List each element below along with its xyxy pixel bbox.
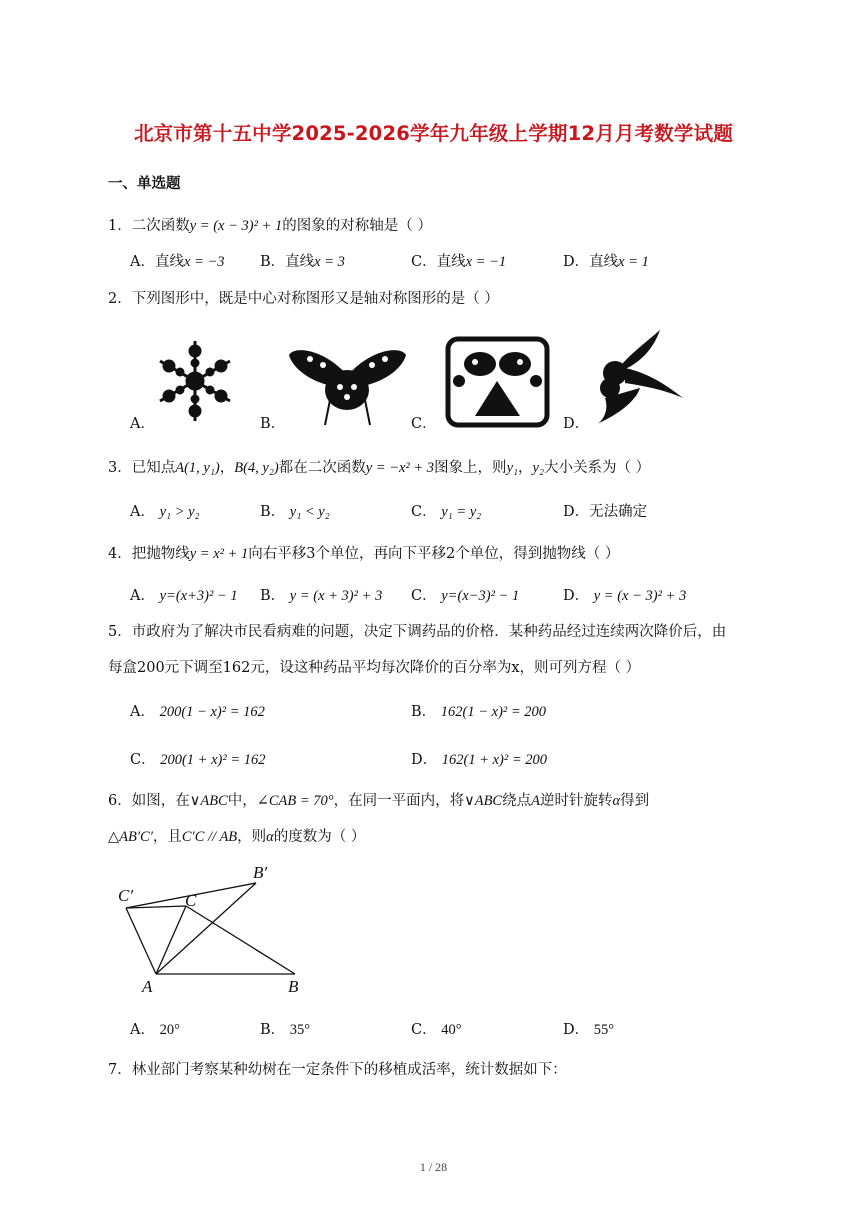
question-text: 下列图形中，既是中心对称图形又是轴对称图形的是（ ） <box>131 291 499 307</box>
question-4: 4．把抛物线y = x² + 1向右平移3个单位，再向下平移2个单位，得到抛物线（ ） <box>108 546 620 562</box>
page-number: 1 / 28 <box>419 1160 448 1174</box>
option-d: D． y = (x − 3)² + 3 <box>563 588 687 604</box>
option-b: B．直线x = 3 <box>260 254 345 270</box>
question-6-line2: △AB′C′，且C′C // AB，则α的度数为（ ） <box>108 829 366 845</box>
butterfly-papercut-icon <box>285 345 410 427</box>
page-title: 北京市第十五中学2025-2026学年九年级上学期12月月考数学试题 <box>133 122 734 145</box>
question-2 <box>108 287 499 308</box>
option-c: C． 200(1 + x)² = 162 <box>130 752 266 768</box>
question-1 <box>108 214 432 235</box>
option-a: A． 20° <box>130 1022 180 1038</box>
label-b: B <box>288 977 299 996</box>
question-7: 7．林业部门考察某种幼树在一定条件下的移植成活率，统计数据如下： <box>108 1062 567 1078</box>
question-number: 1． <box>108 218 132 234</box>
label-b-prime: B′ <box>253 863 268 882</box>
label-a: A <box>142 977 153 996</box>
swallow-papercut-icon <box>595 328 685 426</box>
option-a: A． y₁ > y₂ <box>130 504 200 520</box>
option-a: A． 200(1 − x)² = 162 <box>130 704 265 720</box>
snowflake-papercut-icon <box>155 338 235 428</box>
question-5: 5．市政府为了解决市民看病难的问题，决定下调药品的价格．某种药品经过连续两次降价后，由 <box>108 624 727 640</box>
label-c-prime: C′ <box>118 886 134 905</box>
option-a-label: A． <box>130 416 155 432</box>
option-c-label: C． <box>411 416 437 432</box>
option-d-label: D． <box>563 416 590 432</box>
question-number: 2． <box>108 291 132 307</box>
question-text: 二次函数 <box>131 218 190 234</box>
section-heading: 一、单选题 <box>108 176 181 192</box>
option-b: B． y₁ < y₂ <box>260 504 330 520</box>
option-d: D． 55° <box>563 1022 615 1038</box>
question-6: 6．如图，在∨ABC中，∠CAB = 70°，在同一平面内，将∨ABC绕点A逆时针旋转α得到 <box>108 793 650 809</box>
option-d: D．无法确定 <box>563 504 648 520</box>
option-c: C．直线x = −1 <box>411 254 507 270</box>
double-fish-papercut-icon <box>445 336 550 428</box>
option-d: D．直线x = 1 <box>563 254 649 270</box>
question-text: 的图象的对称轴是（ ） <box>282 218 432 234</box>
rotation-triangle-figure <box>112 858 322 1000</box>
option-b: B． 35° <box>260 1022 311 1038</box>
math-expression: y = (x − 3)² + 1 <box>189 218 283 234</box>
label-c: C <box>185 891 197 910</box>
option-d: D． 162(1 + x)² = 200 <box>411 752 548 768</box>
option-b: B． 162(1 − x)² = 200 <box>411 704 547 720</box>
option-b: B． y = (x + 3)² + 3 <box>260 588 383 604</box>
option-b-label: B． <box>260 416 286 432</box>
option-c: C． 40° <box>411 1022 462 1038</box>
option-a: A．直线x = −3 <box>130 254 225 270</box>
option-c: C． y=(x−3)² − 1 <box>411 588 520 604</box>
question-3: 3．已知点A(1, y₁)，B(4, y₂)都在二次函数y = −x² + 3图象上，则y₁，y₂大小关系为（ ） <box>108 460 651 476</box>
option-c: C． y₁ = y₂ <box>411 504 482 520</box>
question-5-line2: 每盒200元下调至162元，设这种药品平均每次降价的百分率为x，则可列方程（ ） <box>108 660 641 676</box>
option-a: A． y=(x+3)² − 1 <box>130 588 238 604</box>
